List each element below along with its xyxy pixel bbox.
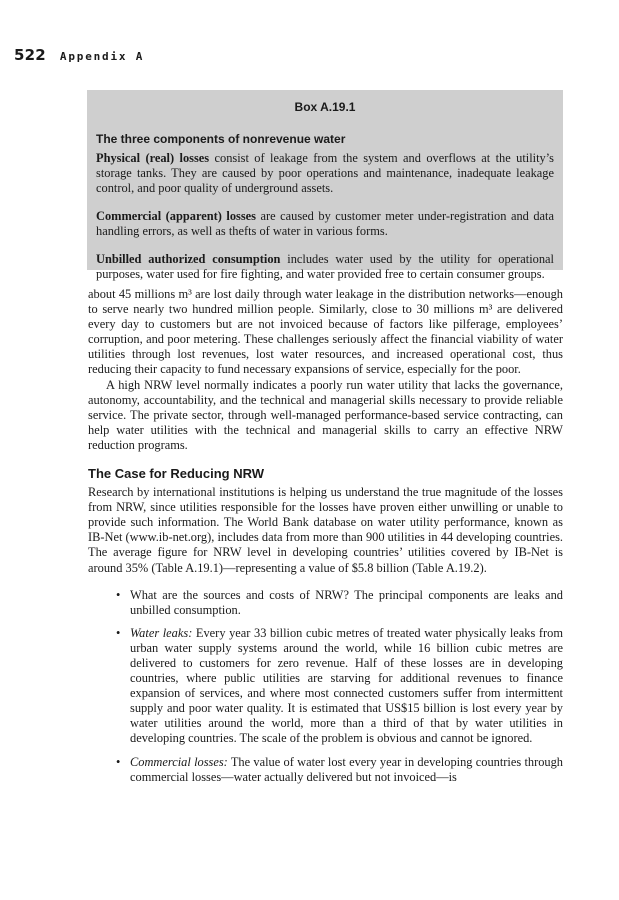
body-paragraph: about 45 millions m³ are lost daily through water leakage in the distribution networks—enough to serve nearly two hundred million people. Similarly, close to 30 millions m³ are delivered every day to customers but are not invoiced because of factors like pilferage, employees’ corruption, and poor metering. These challenges seriously affect the financial viability of water utilities through lost revenues, lost water resources, and increased operational cost, thus reducing their capacity to fund necessary expansions of service, especially for the poor. [88, 287, 563, 377]
box-paragraph [96, 252, 554, 282]
page-number: 522 [14, 46, 46, 64]
box-paragraph-lead: Unbilled authorized consumption [96, 251, 281, 266]
bullet-marker: • [116, 625, 121, 640]
bullet-marker: • [116, 587, 121, 602]
running-title: Appendix A [59, 50, 145, 63]
list-item-lead: Commercial losses: [130, 754, 228, 769]
list-item [88, 755, 563, 785]
box-paragraph-lead: Physical (real) losses [96, 151, 210, 165]
box-paragraph-lead: Commercial (apparent) losses [96, 209, 256, 223]
list-item [88, 626, 563, 747]
list-item [88, 588, 563, 618]
body-text [88, 287, 563, 793]
box-paragraph-text: consist of leakage from the system and overflows at the utility’s storage tanks. They are caused by poor operations and maintenance, inadequate leakage control, and poor quality of underground assets. [96, 151, 554, 196]
body-paragraph: Research by international institutions is helping us understand the true magnitude of the losses from NRW, since utilities responsible for the losses have proven either unwilling or unable to provide such information. The World Bank database on water utility performance, known as IB-Net (www.ib-net.org), includes data from more than 900 utilities in 44 developing countries. The average figure for NRW level in developing countries’ utilities covered by IB-Net is around 35% (Table A.19.1)—representing a value of $5.8 billion (Table A.19.2). [88, 485, 563, 575]
box-paragraph-text: includes water used by the utility for operational purposes, water used for fire fighting, and water provided free to certain consumer groups. [96, 251, 554, 281]
box-label: Box A.19.1 [294, 100, 356, 114]
body-paragraph: A high NRW level normally indicates a poorly run water utility that lacks the governance, autonomy, accountability, and the technical and managerial skills necessary to provide reliable service. The private sector, through well-managed performance-based service contracting, can help water utilities with the technical and managerial skills to carry an effective NRW reduction programs. [88, 377, 563, 452]
section-heading: The Case for Reducing NRW [88, 466, 265, 482]
sidebar-box [87, 90, 563, 281]
box-paragraph-text: are caused by customer meter under-registration and data handling errors, as well as thefts of water in various forms. [96, 209, 554, 239]
bullet-marker: • [116, 754, 121, 769]
list-item-text: The value of water lost every year in developing countries through commercial losses—water actually delivered but not invoiced—is [130, 754, 563, 784]
bullet-list [88, 588, 563, 785]
list-item-text: Every year 33 billion cubic metres of treated water physically leaks from urban water supply systems around the world, while 16 billion cubic metres are delivered to customers for zero revenue. Half of these losses are in developing countries, where public utilities are starving for additional revenues to finance expansion of services, and where most connected customers suffer from intermittent supply and poor water quality. It is estimated that US$15 billion is lost every year by water utilities around the world, more than a third of that by water utilities in developing countries. The scale of the problem is obvious and cannot be ignored. [130, 625, 564, 746]
box-paragraph [96, 151, 554, 197]
list-item-text: What are the sources and costs of NRW? The principal components are leaks and unbilled consumption. [130, 587, 563, 617]
box-heading: The three components of nonrevenue water [96, 132, 346, 146]
list-item-lead: Water leaks: [130, 625, 193, 640]
box-paragraph [96, 209, 554, 239]
running-head [14, 46, 144, 66]
